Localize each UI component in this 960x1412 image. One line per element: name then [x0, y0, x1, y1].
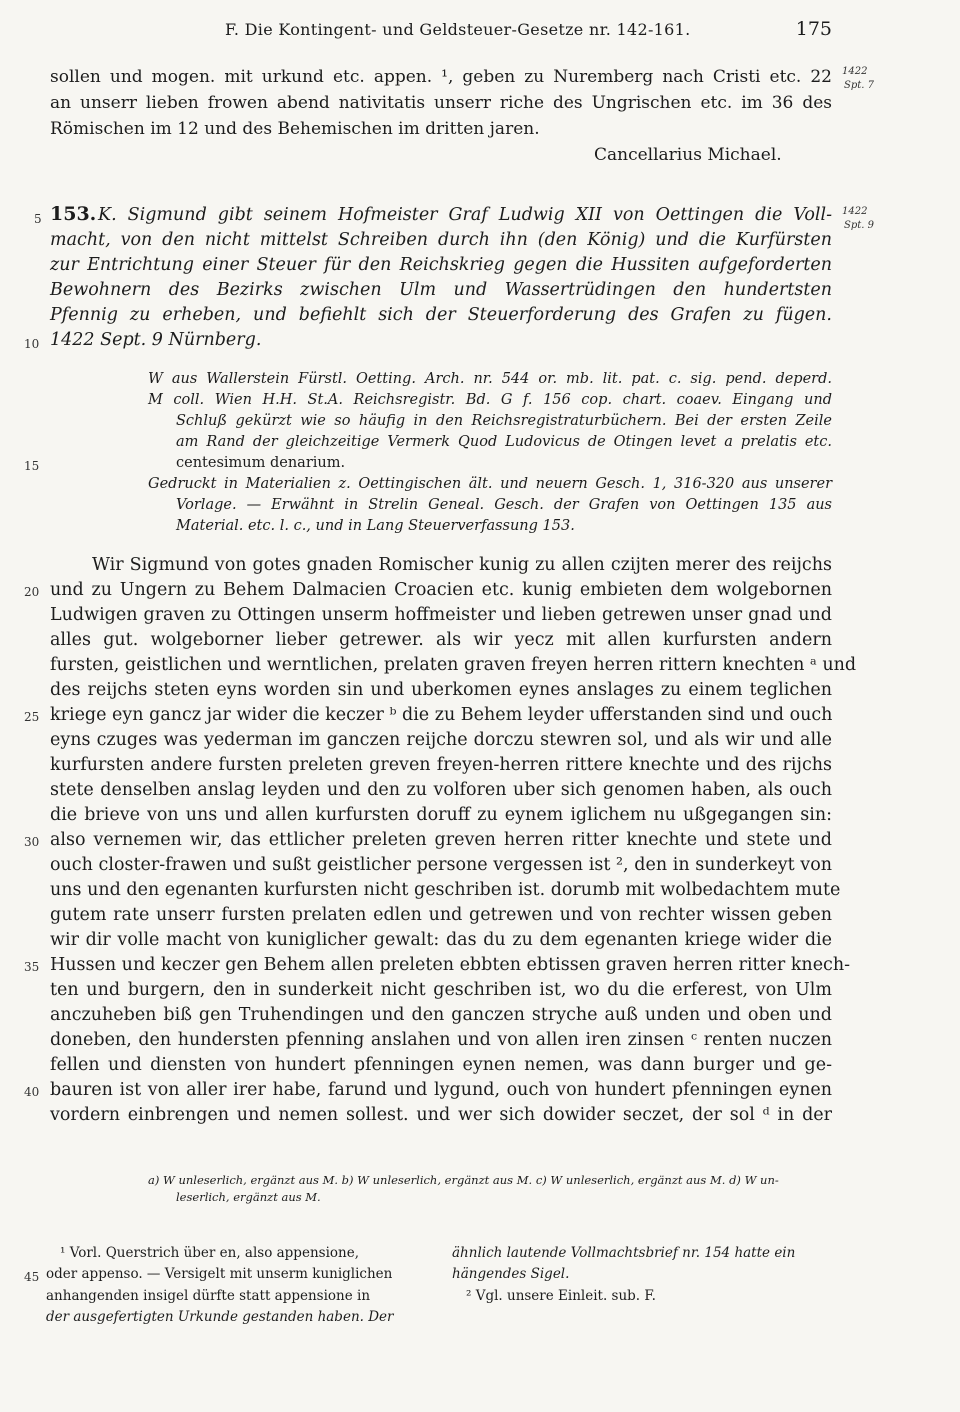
footnote-left-line: anhangenden insigel dürfte statt appensione in: [46, 1288, 371, 1304]
line-number: 10: [24, 337, 40, 351]
running-header: [50, 20, 840, 46]
body-line: doneben, den hundersten pfenning anslahen und von allen iren zinsen ᶜ renten nuczen: [50, 1030, 832, 1050]
footnote-right-line: ähnlich lautende Vollmachtsbrief nr. 154 hatte ein: [452, 1245, 796, 1261]
body-line: und zu Ungern zu Behem Dalmacien Croacien etc. kunig embieten dem wolgebornen: [50, 580, 832, 600]
source-line: am Rand der gleichzeitige Vermerk Quod Ludovicus de Otingen levet a prelatis etc.: [176, 434, 832, 450]
regest-line: macht, von den nicht mittelst Schreiben durch ihn (den König) und die Kurfürsten: [50, 230, 832, 250]
line-number: 15: [24, 459, 40, 473]
body-line: anczuheben biß gen Truhendingen und den ganczen stryche auß unden und oben und: [50, 1005, 832, 1025]
regest-date-place: 1422 Sept. 9 Nürnberg.: [50, 330, 262, 350]
regest-line: zur Entrichtung einer Steuer für den Reichskrieg gegen die Hussiten aufgeforderten: [50, 255, 832, 275]
body-line: wir dir volle macht von kuniglicher gewalt: das du zu dem egenanten kriege wider die: [50, 930, 832, 950]
regest-line: K. Sigmund gibt seinem Hofmeister Graf Ludwig XII von Oettingen die Voll-: [98, 205, 832, 225]
regest-line: Pfennig zu erheben, und befiehlt sich der Steuerforderung des Grafen zu fügen.: [50, 305, 832, 325]
source-line: centesimum denarium.: [176, 455, 346, 471]
critical-note-line: leserlich, ergänzt aus M.: [176, 1190, 321, 1204]
intro-line: Römischen im 12 und des Behemischen im dritten jaren.: [50, 119, 540, 139]
footnote-left-line: der ausgefertigten Urkunde gestanden haben. Der: [46, 1309, 394, 1325]
footnote-left-line: ¹ Vorl. Querstrich über en, also appensione,: [60, 1245, 359, 1261]
source-line: M coll. Wien H.H. St.A. Reichsregistr. Bd. G f. 156 cop. chart. coaev. Eingang und: [148, 392, 832, 408]
body-line: eyns czuges was yederman im ganczen reijche dorczu stewren sol, und als wir und alle: [50, 730, 832, 750]
body-line: also vernemen wir, das ettlicher preleten greven herren ritter knechte und stete und: [50, 830, 832, 850]
line-number: 30: [24, 835, 40, 849]
margin-date-day: Spt. 7: [844, 80, 874, 91]
body-line: stete denselben anslag leyden und den zu volforen uber sich genomen haben, als ouch: [50, 780, 832, 800]
margin-date-year: 1422: [842, 206, 868, 217]
body-line: fellen und diensten von hundert pfenningen eynen nemen, was dann burger und ge-: [50, 1055, 832, 1075]
line-number: 20: [24, 585, 40, 599]
regest-line: Bewohnern des Bezirks zwischen Ulm und Wassertrüdingen den hundertsten: [50, 280, 832, 300]
body-line: kurfursten andere fursten preleten greven freyen-herren rittere knechte und des rijchs: [50, 755, 832, 775]
source-line: Schluß gekürzt wie so häufig in den Reichsregistraturbüchern. Bei der ersten Zeile: [176, 413, 832, 429]
body-line: fursten, geistlichen und werntlichen, prelaten graven freyen herren rittern knechten ᵃ und: [50, 655, 857, 675]
intro-line: an unserr lieben frowen abend nativitatis unserr riche des Ungrischen etc. im 36 des: [50, 93, 832, 113]
body-line: des reijchs steten eyns worden sin und uberkomen eynes anslages zu einem teglichen: [50, 680, 832, 700]
critical-note-line: a) W unleserlich, ergänzt aus M. b) W unleserlich, ergänzt aus M. c) W unleserlich, ergänzt aus M. d) W un-: [148, 1173, 779, 1187]
line-number: 45: [24, 1270, 40, 1284]
chancellor-signature: Cancellarius Michael.: [594, 145, 782, 165]
footnote-right-line: ² Vgl. unsere Einleit. sub. F.: [466, 1288, 656, 1304]
line-number: 35: [24, 960, 40, 974]
body-line: Wir Sigmund von gotes gnaden Romischer kunig zu allen czijten merer des reijchs: [92, 555, 832, 575]
margin-date-year: 1422: [842, 66, 868, 77]
body-line: bauren ist von aller irer habe, farund und lygund, ouch von hundert pfenningen eynen: [50, 1080, 832, 1100]
margin-date-day: Spt. 9: [844, 220, 874, 231]
running-title: F. Die Kontingent- und Geldsteuer-Gesetze nr. 142-161.: [225, 20, 691, 39]
body-line: Ludwigen graven zu Ottingen unserm hoffmeister und lieben getrewen unser gnad und: [50, 605, 832, 625]
body-line: ten und burgern, den in sunderkeit nicht geschriben ist, wo du die erferest, von Ulm: [50, 980, 832, 1000]
footnote-left-line: oder appenso. — Versigelt mit unserm kuniglichen: [46, 1266, 393, 1282]
source-line: Material. etc. l. c., und in Lang Steuerverfassung 153.: [176, 518, 575, 534]
source-line: Gedruckt in Materialien z. Oettingischen ält. und neuern Gesch. 1, 316-320 aus unserer: [148, 476, 832, 492]
body-line: gutem rate unserr fursten prelaten edlen und getrewen und von rechter wissen geben: [50, 905, 832, 925]
page-number: 175: [795, 18, 832, 40]
document-number: 153.: [50, 203, 97, 225]
source-line: Vorlage. — Erwähnt in Strelin Geneal. Gesch. der Grafen von Oettingen 135 aus: [176, 497, 832, 513]
line-number: 40: [24, 1085, 40, 1099]
body-line: die brieve von uns und allen kurfursten doruff zu eynem iglichem nu ußgegangen sin:: [50, 805, 832, 825]
body-line: vordern einbrengen und nemen sollest. und wer sich dowider seczet, der sol ᵈ in der: [50, 1105, 832, 1125]
body-line: alles gut. wolgeborner lieber getrewer. als wir yecz mit allen kurfursten andern: [50, 630, 832, 650]
intro-line: sollen und mogen. mit urkund etc. appen. ¹, geben zu Nuremberg nach Cristi etc. 22: [50, 67, 832, 87]
source-line: W aus Wallerstein Fürstl. Oetting. Arch. nr. 544 or. mb. lit. pat. c. sig. pend. deperd.: [148, 371, 832, 387]
body-line: uns und den egenanten kurfursten nicht geschriben ist. dorumb mit wolbedachtem mute: [50, 880, 841, 900]
line-number: 25: [24, 710, 40, 724]
footnote-right-line: hängendes Sigel.: [452, 1266, 570, 1282]
body-line: Hussen und keczer gen Behem allen preleten ebbten ebtissen graven herren ritter knech-: [50, 955, 851, 975]
body-line: kriege eyn gancz jar wider die keczer ᵇ die zu Behem leyder ufferstanden sind und ouch: [50, 705, 833, 725]
line-number: 5: [34, 212, 42, 226]
body-line: ouch closter-frawen und sußt geistlicher persone vergessen ist ², den in sunderkeyt von: [50, 855, 832, 875]
